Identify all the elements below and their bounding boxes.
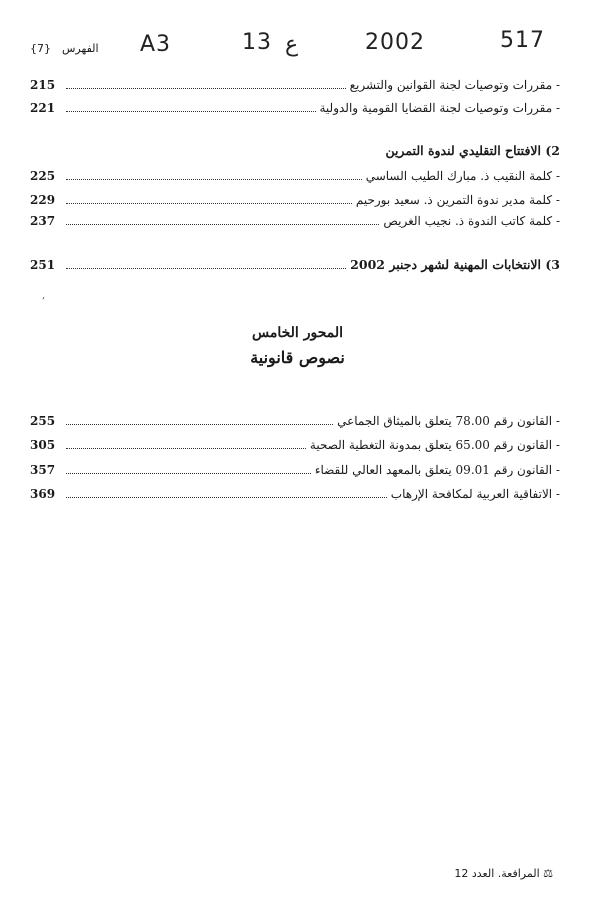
leader-dots xyxy=(66,463,311,474)
toc-entry xyxy=(30,169,560,189)
leader-dots xyxy=(66,258,346,269)
handwritten-note-13: 13 xyxy=(242,30,272,55)
leader-dots xyxy=(66,101,316,112)
scales-icon: ⚖ xyxy=(543,867,553,880)
toc-entry xyxy=(30,193,560,213)
toc-page-number: 369 xyxy=(30,487,56,501)
toc-entry-title: - القانون رقم 78.00 يتعلق بالميثاق الجماعي xyxy=(337,414,560,428)
toc-entry-title: - مقررات وتوصيات لجنة القوانين والتشريع xyxy=(349,78,560,92)
toc-entry-title: - القانون رقم 09.01 يتعلق بالمعهد العالي للقضاء xyxy=(314,463,560,477)
toc-entry xyxy=(30,487,560,507)
toc-entry-title: - مقررات وتوصيات لجنة القضايا القومية والدولية xyxy=(319,101,560,115)
handwritten-note-a3: A3 xyxy=(140,32,172,57)
toc-page-number: 225 xyxy=(30,169,56,183)
footer-text: المرافعة. العدد 12 xyxy=(454,867,540,880)
section-2-title: 2) الافتتاح التقليدي لندوة التمرين xyxy=(385,143,560,158)
toc-page-number: 255 xyxy=(30,414,56,428)
toc-entry xyxy=(30,101,560,121)
footer-journal-issue xyxy=(454,867,553,880)
toc-page-number: 229 xyxy=(30,193,56,207)
toc-page-number: 237 xyxy=(30,214,56,228)
section-heading xyxy=(30,143,560,163)
leader-dots xyxy=(66,193,352,204)
leader-dots xyxy=(66,214,379,225)
toc-entry xyxy=(30,414,560,434)
handwritten-note-ain: ع xyxy=(285,32,299,57)
toc-entry-title: - الاتفاقية العربية لمكافحة الإرهاب xyxy=(390,487,560,501)
toc-page-number: 215 xyxy=(30,78,56,92)
toc-entry xyxy=(30,214,560,234)
handwritten-note-year: 2002 xyxy=(365,30,425,55)
index-label: الفهرس xyxy=(62,42,99,55)
toc-page-number: 305 xyxy=(30,438,56,452)
toc-page-number: 251 xyxy=(30,258,56,272)
handwritten-note-517: 517 xyxy=(500,28,545,53)
stray-mark: , xyxy=(42,290,46,301)
toc-entry-title: - القانون رقم 65.00 يتعلق بمدونة التغطية الصحية xyxy=(309,438,560,452)
toc-entry xyxy=(30,78,560,98)
axis-subtitle: نصوص قانونية xyxy=(250,348,345,367)
toc-entry-title: - كلمة كاتب الندوة ذ. نجيب الغريص xyxy=(383,214,560,228)
toc-page-number: 221 xyxy=(30,101,56,115)
axis-title: المحور الخامس xyxy=(252,325,343,341)
toc-entry xyxy=(30,438,560,458)
leader-dots xyxy=(66,414,333,425)
toc-page-number: 357 xyxy=(30,463,56,477)
page-reference: {7} xyxy=(30,42,51,55)
section-3-title: 3) الانتخابات المهنية لشهر دجنبر 2002 xyxy=(350,257,560,272)
leader-dots xyxy=(66,78,346,89)
toc-entry-title: - كلمة مدير ندوة التمرين ذ. سعيد بورحيم xyxy=(355,193,560,207)
toc-entry xyxy=(30,463,560,483)
leader-dots xyxy=(66,169,362,180)
toc-entry xyxy=(30,257,560,277)
leader-dots xyxy=(66,487,387,498)
toc-entry-title: - كلمة النقيب ذ. مبارك الطيب الساسي xyxy=(365,169,560,183)
leader-dots xyxy=(66,438,306,449)
